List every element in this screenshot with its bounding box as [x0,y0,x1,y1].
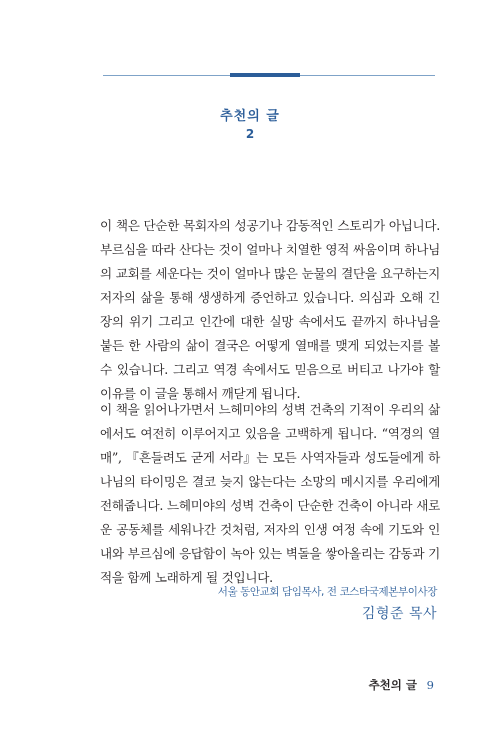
section-number: 2 [245,127,255,141]
signature-block [218,584,437,623]
body-paragraph-2: 이 책을 읽어나가면서 느헤미야의 성벽 건축의 기적이 우리의 삶에서도 여전히 이루어지고 있음을 고백하게 됩니다. “역경의 열매”, 『흔들려도 굳게 서라』는 모든 사역자들과 성도들에게 하나님의 타이밍은 결코 늦지 않는다는 소망의 메시지를 우리에게 전해줍니다. 느헤미야의 성벽 건축이 단순한 건축이 아니라 새로운 공동체를 세워나간 것처럼, 저자의 인생 여정 속에 기도와 인내와 부르심에 응답함이 녹아 있는 벽돌을 쌓아올리는 감동과 기적을 함께 노래하게 될 것입니다. [100,402,440,585]
page-number: 9 [426,678,434,692]
body-paragraph-1: 이 책은 단순한 목회자의 성공기나 감동적인 스토리가 아닙니다. 부르심을 따라 산다는 것이 얼마나 치열한 영적 싸움이며 하나님의 교회를 세운다는 것이 얼마나 많은 눈물의 결단을 요구하는지 저자의 삶을 통해 생생하게 증언하고 있습니다. 의심과 오해 긴장의 위기 그리고 인간에 대한 실망 속에서도 끝까지 하나님을 붙든 한 사람의 삶이 결국은 어떻게 열매를 맺게 되었는지를 볼 수 있습니다. 그리고 역경 속에서도 믿음으로 버티고 나가야 할 이유를 이 글을 통해서 깨닫게 됩니다. [100,218,440,401]
section-title: 추천의 글 [220,109,280,124]
footer-section-title: 추천의 글 [368,678,418,692]
signature-name: 김형준 목사 [361,606,437,622]
section-heading [0,105,500,141]
page-footer [369,677,434,693]
signature-role: 서울 동안교회 담임목사, 전 코스타국제본부이사장 [217,586,437,598]
header-rule-accent [230,73,300,77]
